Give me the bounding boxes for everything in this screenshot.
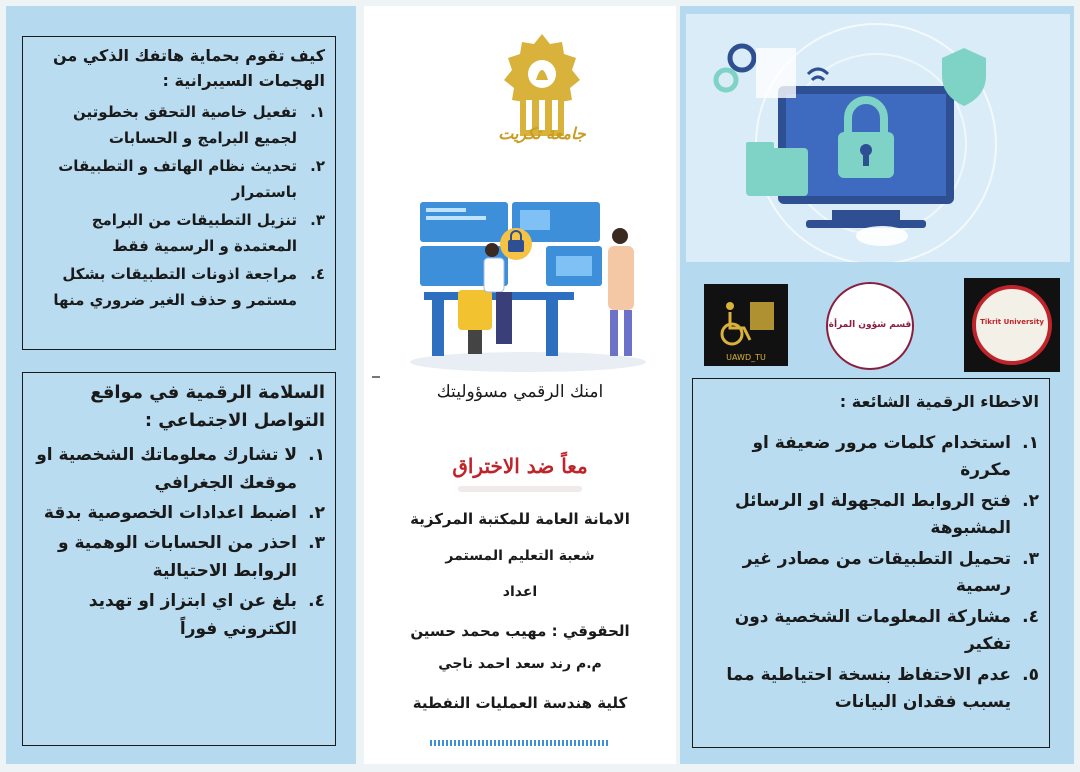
phone-protection-box: [22, 36, 336, 350]
uawd-logo: [704, 284, 788, 366]
org-line-1: الامانة العامة للمكتبة المركزية: [410, 510, 630, 528]
women-affairs-label: قسم شؤون المرأة: [828, 320, 912, 330]
common-errors-box: [692, 378, 1050, 748]
org-line-2: شعبة التعليم المستمر: [445, 548, 595, 564]
list-item: ١. تفعيل خاصية التحقق بخطوتين لجميع البرامج و الحسابات: [73, 103, 325, 147]
small-dash-decoration: [372, 376, 380, 378]
list-item: ٢. تحديث نظام الهاتف و التطبيقات باستمرار: [58, 157, 325, 201]
author-2: م.م رند سعد احمد ناجي: [438, 656, 602, 672]
list-item: ١. لا تشارك معلوماتك الشخصية او موقعك الجغرافي: [36, 445, 325, 493]
list-item: ٢. اضبط اعدادات الخصوصية بدقة: [43, 503, 325, 523]
list-item: ٤. مشاركة المعلومات الشخصية دون تفكير: [734, 607, 1039, 654]
list-item: ٢. فتح الروابط المجهولة او الرسائل المشبوهة: [734, 491, 1039, 538]
phone-protection-title: كيف تقوم بحماية هاتفك الذكي من الهجمات السيبرانية :: [52, 46, 325, 90]
prepared-by: اعداد: [502, 584, 538, 600]
list-item: ٣. تحميل التطبيقات من مصادر غير رسمية: [742, 549, 1039, 596]
slogan: معاً ضد الاختراق: [452, 454, 588, 478]
common-errors-title: الاخطاء الرقمية الشائعة :: [839, 392, 1039, 411]
list-item: ١. استخدام كلمات مرور ضعيفة او مكررة: [752, 433, 1039, 480]
women-affairs-logo: [826, 282, 914, 370]
college: كلية هندسة العمليات النفطية: [412, 694, 628, 712]
slogan-underline: [458, 486, 582, 492]
list-item: ٤. مراجعة اذونات التطبيقات بشكل مستمر و حذف الغير ضروري منها: [53, 265, 325, 309]
list-item: ٣. احذر من الحسابات الوهمية و الروابط الاحتيالية: [57, 533, 325, 581]
tikrit-label: Tikrit University: [980, 318, 1044, 326]
social-safety-box: [22, 372, 336, 746]
tagline: امنك الرقمي مسؤوليتك: [436, 382, 604, 402]
author-1: الحقوقي : مهيب محمد حسين: [410, 622, 630, 640]
common-errors-list: [693, 428, 1049, 716]
tikrit-university-logo: [964, 278, 1060, 372]
list-item: ٥. عدم الاحتفاظ بنسخة احتياطية مما يسبب فقدان البيانات: [726, 665, 1039, 712]
uawd-label: UAWD_TU: [726, 353, 766, 362]
bottom-wave-decoration: [430, 740, 610, 746]
cyber-security-hero-image: [686, 14, 1070, 262]
list-item: ٤. بلغ عن اي ابتزاز او تهديد الكتروني فوراً: [88, 591, 325, 639]
social-safety-title: السلامة الرقمية في مواقع التواصل الاجتماعي :: [90, 382, 325, 431]
social-safety-list: [23, 439, 335, 643]
phone-protection-list: [23, 97, 335, 313]
university-logo-text: جامعة تكريت: [498, 124, 586, 143]
computer-lock-illustration: [686, 14, 1070, 262]
list-item: ٣. تنزيل التطبيقات من البرامج المعتمدة و الرسمية فقط: [91, 211, 325, 255]
security-team-illustration: [396, 196, 660, 376]
